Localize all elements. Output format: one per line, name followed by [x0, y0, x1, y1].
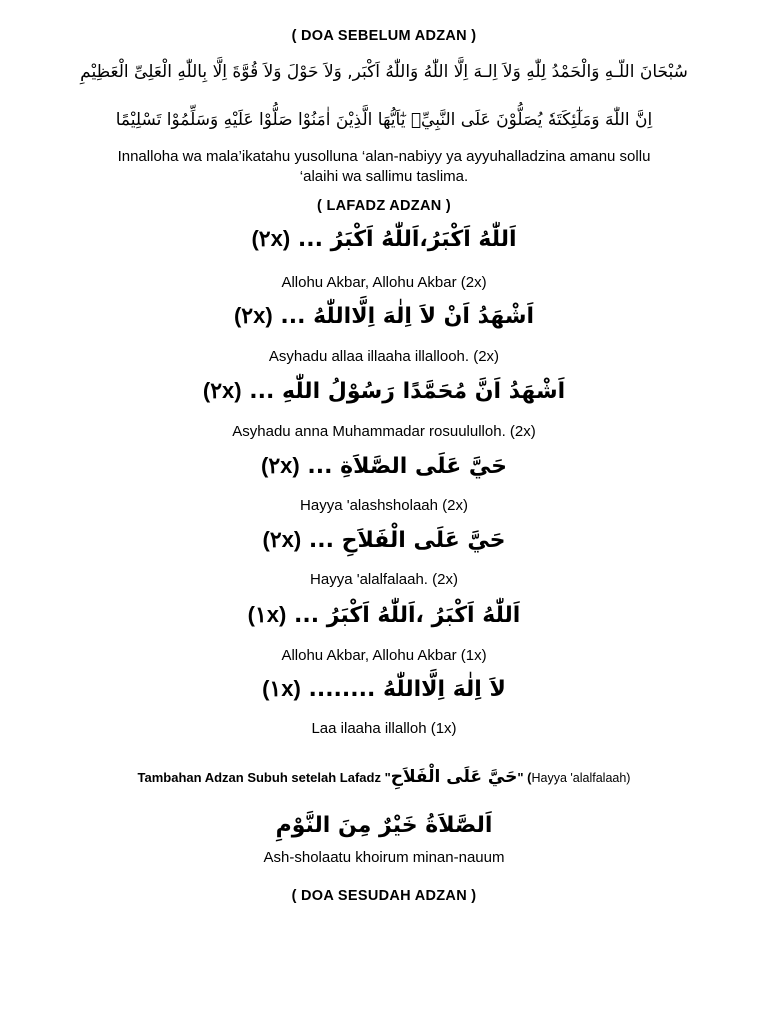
adzan-arabic-text: لاَ اِلٰهَ اِلَّااللّٰهُ ........: [308, 677, 506, 702]
subuh-addition-note: [0, 767, 768, 787]
doa-arabic-line-1: سُبْحَانَ اللّـهِ وَالْحَمْدُ لِلّٰهِ وَلاَ اِلـهَ اِلَّا اللّٰهُ وَاللّٰهُ اَكْبَر, وَلاَ حَوْلَ وَلاَ قُوَّةَ اِلَّا بِاللّٰهِ الْعَلِىِّ الْعَظِيْمِ: [80, 62, 688, 82]
adzan-arabic-text: اَللّٰهُ اَكْبَرُ ،اَللّٰهُ اَكْبَرُ ...: [294, 603, 521, 628]
adzan-arabic-1: [0, 226, 768, 252]
adzan-arabic-2: [0, 303, 768, 329]
adzan-arabic-text: اَللّٰهُ اَكْبَرُ،اَللّٰهُ اَكْبَرُ ...: [297, 227, 517, 252]
adzan-repeat-count: (٢x): [261, 453, 300, 478]
adzan-latin-6: Allohu Akbar, Allohu Akbar (1x): [281, 647, 487, 664]
title-doa-sebelum-adzan: ( DOA SEBELUM ADZAN ): [291, 28, 477, 44]
adzan-arabic-text: اَشْهَدُ اَنَّ مُحَمَّدًا رَسُوْلُ اللّٰهِ ...: [249, 379, 566, 404]
subuh-latin-inline: Hayya 'alalfalaah): [531, 771, 631, 785]
subuh-mid: " (: [517, 770, 532, 785]
adzan-arabic-4: [0, 453, 768, 479]
adzan-latin-7: Laa ilaaha illalloh (1x): [311, 720, 457, 737]
subuh-arabic-inline: حَيَّ عَلَى الْفَلاَحِ: [390, 767, 518, 787]
adzan-arabic-text: اَشْهَدُ اَنْ لاَ اِلٰهَ اِلَّااللّٰهُ ...: [280, 304, 535, 329]
subuh-extra-latin: Ash-sholaatu khoirum minan-nauum: [263, 849, 505, 866]
adzan-latin-3: Asyhadu anna Muhammadar rosuululloh. (2x): [232, 423, 536, 440]
doa-latin-line-2: ‘alaihi wa sallimu taslima.: [299, 168, 469, 185]
adzan-repeat-count: (٢x): [202, 378, 242, 403]
adzan-arabic-6: [0, 602, 768, 628]
adzan-repeat-count: (٢x): [251, 226, 291, 251]
adzan-repeat-count: (١x): [262, 676, 301, 701]
title-lafadz-adzan: ( LAFADZ ADZAN ): [317, 198, 451, 214]
adzan-arabic-text: حَيَّ عَلَى الْفَلاَحِ ...: [308, 528, 506, 553]
adzan-arabic-3: [0, 378, 768, 404]
adzan-arabic-7: [0, 676, 768, 702]
doa-arabic-line-2: اِنَّ اللّٰهَ وَمَلٰٓئِكَتَهٗ يُصَلُّوْنَ عَلَى النَّبِيِّۗ يٰٓاَيُّهَا الَّذِيْنَ اٰمَنُوْا صَلُّوْا عَلَيْهِ وَسَلِّمُوْا تَسْلِيْمًا: [115, 110, 653, 130]
subuh-prefix: Tambahan Adzan Subuh setelah Lafadz ": [137, 770, 391, 785]
subuh-extra-arabic: اَلصَّلاَةُ خَيْرٌ مِنَ النَّوْمِ: [275, 813, 493, 838]
adzan-repeat-count: (١x): [247, 602, 287, 627]
adzan-repeat-count: (٢x): [262, 527, 302, 552]
title-doa-sesudah-adzan: ( DOA SESUDAH ADZAN ): [291, 888, 477, 904]
adzan-latin-1: Allohu Akbar, Allohu Akbar (2x): [281, 274, 487, 291]
adzan-latin-2: Asyhadu allaa illaaha illallooh. (2x): [268, 348, 500, 365]
adzan-repeat-count: (٢x): [233, 303, 273, 328]
doa-latin-line-1: Innalloha wa mala’ikatahu yusolluna ‘alan-nabiyy ya ayyuhalladzina amanu sollu: [117, 148, 651, 165]
adzan-latin-4: Hayya 'alashsholaah (2x): [300, 497, 468, 514]
adzan-latin-5: Hayya 'alalfalaah. (2x): [310, 571, 458, 588]
adzan-arabic-5: [0, 527, 768, 553]
adzan-arabic-text: حَيَّ عَلَى الصَّلاَةِ ...: [307, 454, 507, 479]
